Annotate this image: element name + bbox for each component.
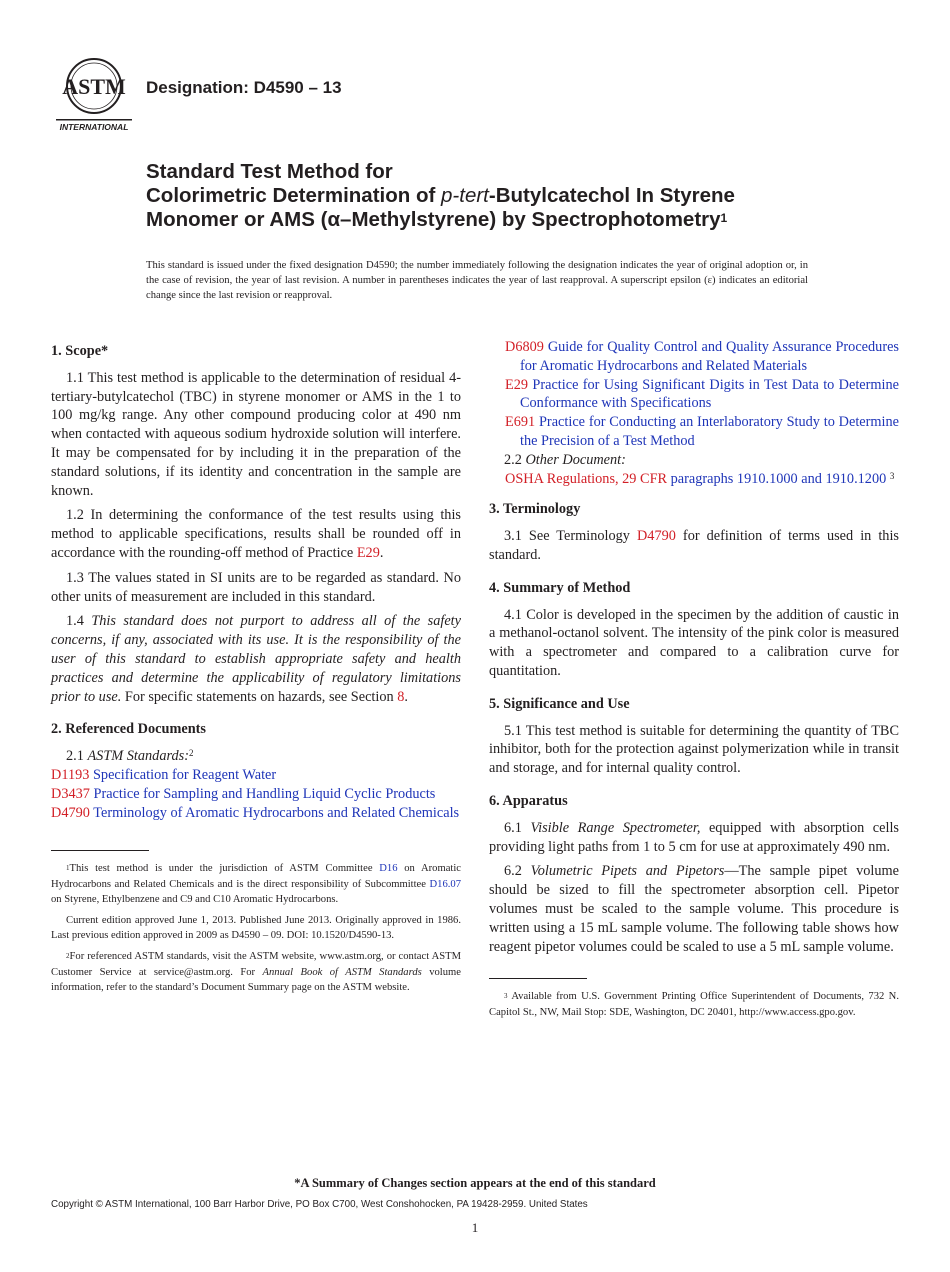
para-1-1: 1.1 This test method is applicable to the determination of residual 4-tertiary-butylcatechol (TBC) in styrene monomer or AMS in the 1 to 100 mg/kg range. Any other compound producing color at 490 nm when contacted with aqueous sodium hydroxide solution will interfere. It may be compensated for by including it in the preparation of the standard solutions, if its identity and concentration in the sample are known. <box>51 369 461 499</box>
para-1-2: 1.2 In determining the conformance of the test results using this method to applicable specifications, results shall be rounded off in accordance with the rounding-off method of Practice E29. <box>51 507 461 561</box>
ref-osha[interactable]: OSHA Regulations, 29 CFR paragraphs 1910.1000 and 1910.1200 $^3$ <box>505 470 895 487</box>
para-2-1: 2.1 ASTM Standards:$^2$ <box>66 748 194 765</box>
issuance-statement: This standard is issued under the fixed designation D4590; the number immediately following the designation indicates the year of original adoption or, in the case of revision, the year of last revision. A number in parentheses indicates the year of last reapproval. A superscript epsilon (ε) indicates an editorial change since the last revision or reapproval. <box>146 260 808 302</box>
section-referenced-heading: 2. Referenced Documents <box>51 721 206 738</box>
document-title <box>146 160 846 232</box>
section-terminology-heading: 3. Terminology <box>489 501 581 518</box>
title-line-2: Colorimetric Determination of p-tert-Butylcatechol In Styrene <box>146 184 735 207</box>
copyright: Copyright © ASTM International, 100 Barr Harbor Drive, PO Box C700, West Conshohocken, PA 19428-2959. United States <box>51 1199 588 1210</box>
para-4-1: 4.1 Color is developed in the specimen by the addition of caustic in a methanol-octanol solvent. The intensity of the pink color is measured with a spectrometer and compared to a calibration curve for quantitation. <box>489 606 899 679</box>
section-summary-heading: 4. Summary of Method <box>489 579 631 596</box>
subcommittee-d1607-link[interactable]: D16.07 <box>429 878 461 890</box>
section-significance-heading: 5. Significance and Use <box>489 695 630 712</box>
footnote-rule <box>51 850 149 851</box>
ref-link-d4790[interactable]: D4790 <box>636 528 676 545</box>
title-line-1: Standard Test Method for <box>146 160 393 183</box>
section-scope-heading: 1. Scope* <box>51 343 109 359</box>
footnote-3: $^3$ Available from U.S. Government Printing Office Superintendent of Documents, 732 N. Capitol St., NW, Mail Stop: SDE, Washington, DC 20401, http://www.access.gpo.gov. <box>489 991 899 1018</box>
page-number: 1 <box>471 1220 479 1235</box>
ref-d4790[interactable]: D4790 Terminology of Aromatic Hydrocarbons and Related Chemicals <box>51 804 460 821</box>
ref-d6809[interactable]: D6809 Guide for Quality Control and Quality Assurance Procedures for Aromatic Hydrocarbons and Related Materials <box>505 339 899 374</box>
ref-d1193[interactable]: D1193 Specification for Reagent Water <box>51 766 277 783</box>
ref-link-e29[interactable]: E29 <box>356 544 380 561</box>
para-3-1: 3.1 See Terminology D4790 for definition of terms used in this standard. <box>489 528 899 563</box>
footnote-1-edition: Current edition approved June 1, 2013. Published June 2013. Originally approved in 1986. Last previous edition approved in 2009 as D4590 – 09. DOI: 10.1520/D4590-13. <box>51 914 461 942</box>
logo-text: ASTM <box>62 74 126 99</box>
ref-e29[interactable]: E29 Practice for Using Significant Digits in Test Data to Determine Conformance with Specifications <box>505 376 900 412</box>
designation: Designation: D4590 – 13 <box>146 78 342 97</box>
logo-subtext: INTERNATIONAL <box>59 122 129 132</box>
astm-logo <box>52 56 136 134</box>
section-8-link[interactable]: 8 <box>397 688 405 705</box>
left-column <box>51 338 461 1001</box>
committee-d16-link[interactable]: D16 <box>379 863 398 875</box>
footnote-1: $^1$This test method is under the jurisdiction of ASTM Committee D16 on Aromatic Hydrocarbons and Related Chemicals and is the direct responsibility of Subcommittee D16.07 on Styrene, Ethylbenzene and C9 and C10 Aromatic Hydrocarbons. <box>51 863 461 905</box>
para-1-3: 1.3 The values stated in SI units are to be regarded as standard. No other units of measurement are included in this standard. <box>51 569 461 605</box>
para-1-4: 1.4 This standard does not purport to address all of the safety concerns, if any, associated with its use. It is the responsibility of the user of this standard to establish appropriate safety and health practices and determine the applicability of regulatory limitations prior to use. For specific statements on hazards, see Section 8. <box>51 613 461 705</box>
section-apparatus-heading: 6. Apparatus <box>489 792 568 809</box>
summary-of-changes-note: *A Summary of Changes section appears at the end of this standard <box>294 1176 656 1190</box>
para-6-1: 6.1 Visible Range Spectrometer, equipped with absorption cells providing light paths from 1 to 5 cm for use at approximately 490 nm. <box>489 819 899 855</box>
title-line-3: Monomer or AMS (α–Methylstyrene) by Spectrophotometry$^1$ <box>146 208 728 231</box>
para-2-2: 2.2 Other Document: <box>504 451 626 468</box>
para-6-2: 6.2 Volumetric Pipets and Pipetors—The sample pipet volume should be sized to fill the spectrometer absorption cell. Pipetor volumes must be scaled to the sample volume. This procedure is written using a 15 mL sample volume. The following table shows how reagent pipetor volumes could be scaled to use a 5 mL sample volume. <box>489 863 899 955</box>
ref-e691[interactable]: E691 Practice for Conducting an Interlaboratory Study to Determine the Precision of a Test Method <box>505 414 899 449</box>
footnote-rule-right <box>489 978 587 979</box>
right-column <box>489 338 899 1026</box>
footnote-2: $^2$For referenced ASTM standards, visit the ASTM website, www.astm.org, or contact ASTM Customer Service at service@astm.org. For Annual Book of ASTM Standards volume information, refer to the standard’s Document Summary page on the ASTM website. <box>51 951 461 993</box>
para-5-1: 5.1 This test method is suitable for determining the quantity of TBC inhibitor, both for the protection against polymerization while in transit and storage, and for internal quality control. <box>489 722 899 777</box>
ref-d3437[interactable]: D3437 Practice for Sampling and Handling Liquid Cyclic Products <box>51 785 436 802</box>
